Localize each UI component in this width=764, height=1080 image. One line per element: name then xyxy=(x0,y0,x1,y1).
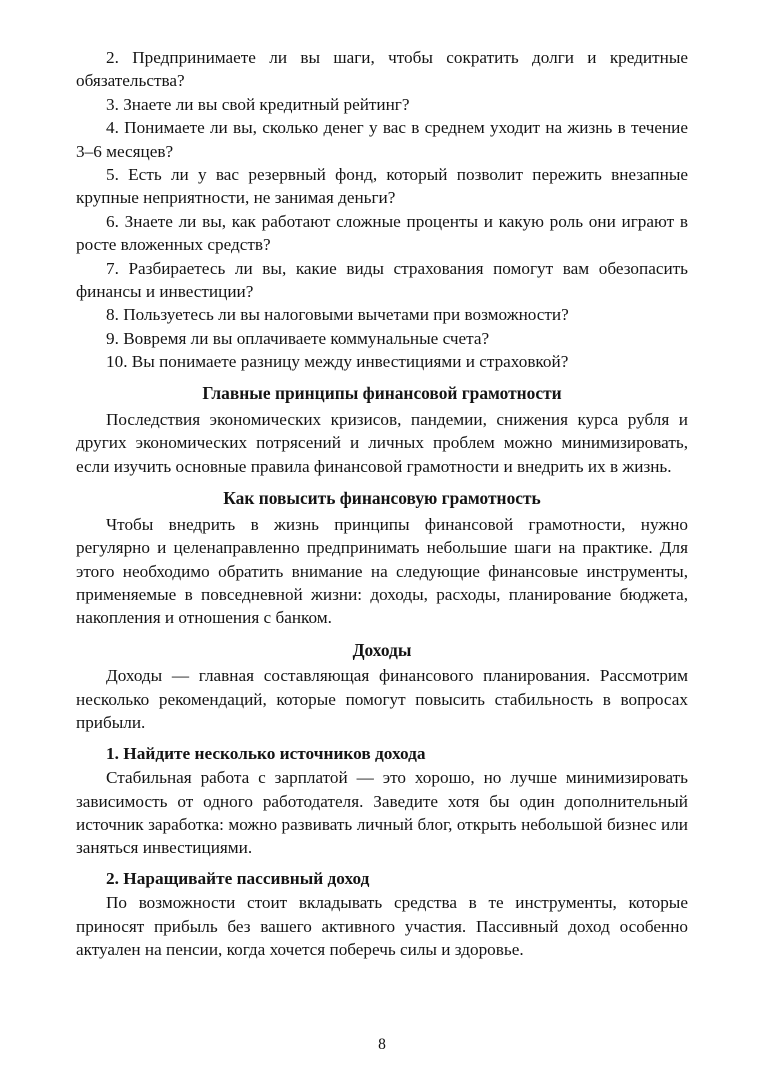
sub-heading: 2. Наращивайте пассивный доход xyxy=(106,868,370,888)
paragraph: 6. Знаете ли вы, как работают сложные проценты и какую роль они играют в росте вложенных средств? xyxy=(76,211,688,255)
paragraph: 10. Вы понимаете разницу между инвестициями и страховкой? xyxy=(106,352,569,372)
page-number: 8 xyxy=(378,1036,386,1053)
paragraph: Доходы — главная составляющая финансового планирования. Рассмотрим несколько рекомендаций, которые помогут повысить стабильность в вопросах прибыли. xyxy=(76,666,688,733)
paragraph: 7. Разбираетесь ли вы, какие виды страхования помогут вам обезопасить финансы и инвестиции? xyxy=(76,258,688,301)
section-heading: Доходы xyxy=(352,639,412,660)
paragraph: По возможности стоит вкладывать средства в те инструменты, которые приносят прибыль без вашего активного участия. Пассивный доход особенно актуален на пенсии, когда хочется поберечь силы и здоровье. xyxy=(76,893,688,959)
paragraph: 9. Вовремя ли вы оплачиваете коммунальные счета? xyxy=(106,328,490,348)
paragraph: Чтобы внедрить в жизнь принципы финансовой грамотности, нужно регулярно и целенаправленно предпринимать небольшие шаги на практике. Для этого необходимо обратить внимание на следующие финансовые инструменты, применяемые в повседневной жизни: доходы, расходы, планирование бюджета, накопления и отношения с банком. xyxy=(76,514,688,628)
paragraph: 2. Предпринимаете ли вы шаги, чтобы сократить долги и кредитные обязательства? xyxy=(76,48,688,91)
paragraph: Последствия экономических кризисов, пандемии, снижения курса рубля и других экономических потрясений и личных проблем можно минимизировать, если изучить основные правила финансовой грамотности и внедрить их в жизнь. xyxy=(76,410,688,476)
page-content xyxy=(76,46,688,961)
paragraph: 3. Знаете ли вы свой кредитный рейтинг? xyxy=(106,94,410,114)
paragraph: 5. Есть ли у вас резервный фонд, который позволит пережить внезапные крупные неприятности, не занимая деньги? xyxy=(76,164,688,208)
paragraph: 4. Понимаете ли вы, сколько денег у вас в среднем уходит на жизнь в течение 3–6 месяцев? xyxy=(76,118,688,161)
section-heading: Как повысить финансовую грамотность xyxy=(223,488,541,509)
section-heading: Главные принципы финансовой грамотности xyxy=(202,383,562,404)
paragraph: Стабильная работа с зарплатой — это хорошо, но лучше минимизировать зависимость от одного работодателя. Заведите хотя бы один дополнительный источник заработка: можно развивать личный блог, открыть небольшой бизнес или заняться инвестициями. xyxy=(76,768,688,858)
paragraph: 8. Пользуетесь ли вы налоговыми вычетами при возможности? xyxy=(106,305,569,325)
sub-heading: 1. Найдите несколько источников дохода xyxy=(106,743,426,763)
